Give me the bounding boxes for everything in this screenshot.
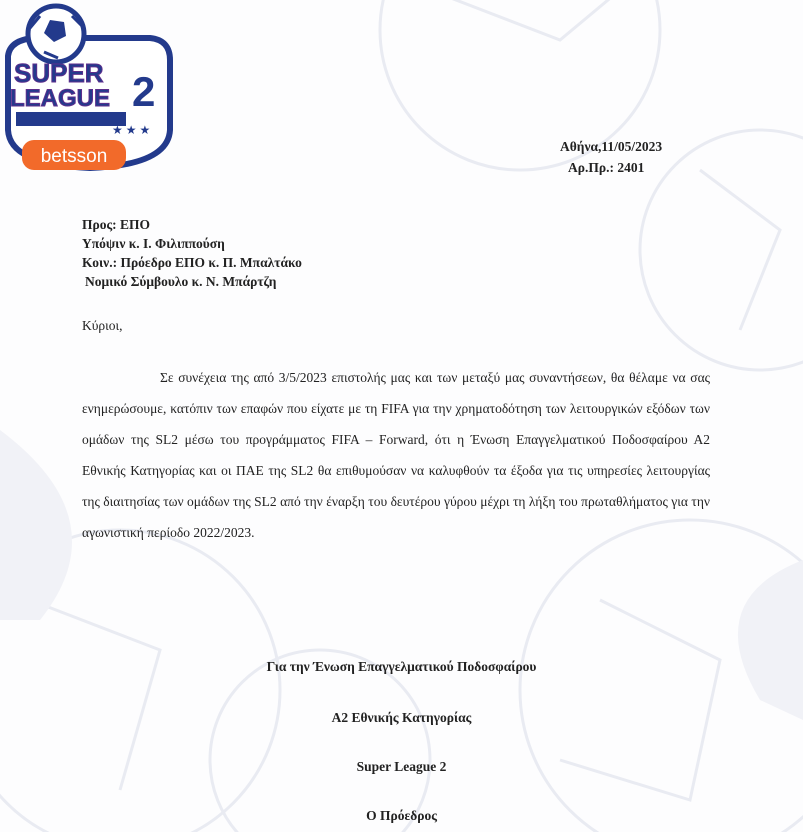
recipient-legal-advisor: Νομικό Σύμβουλο κ. Ν. Μπάρτζη <box>85 274 277 289</box>
super-league-2-logo <box>0 0 180 178</box>
logo-super-text: SUPER <box>14 58 104 88</box>
salutation: Κύριοι, <box>82 318 123 333</box>
recipients-block <box>82 215 302 291</box>
letter-body-text: Σε συνέχεια της από 3/5/2023 επιστολής μας και των μεταξύ μας συναντήσεων, θα θέλαμε να σας ενημερώσουμε, κατόπιν των επαφών που είχατε με τη FIFA για την χρηματοδότηση των λειτουργικών εξόδων των ομάδων της SL2 μέσω του προγράμματος FIFA – Forward, ότι η Ένωση Επαγγελματικού Ποδοσφαίρου Α2 Εθνικής Κατηγορίας και οι ΠΑΕ της SL2 θα επιθυμούσαν να καλυφθούν τα έξοδα για τις υπηρεσίες λειτουργίας της διαιτησίας των ομάδων της SL2 από την έναρξη του δευτέρου γύρου μέχρι τη λήξη του πρωταθλήματος για την αγωνιστική περίοδο 2022/2023. <box>82 370 710 540</box>
date-protocol-block <box>560 136 662 178</box>
logo-number-text: 2 <box>132 68 156 115</box>
svg-text:★ ★ ★: ★ ★ ★ <box>112 123 151 137</box>
signature-line-1: Για την Ένωση Επαγγελματικού Ποδοσφαίρου <box>266 659 537 674</box>
logo-sponsor-text: betsson <box>40 146 108 167</box>
signature-title: Ο Πρόεδρος <box>366 808 437 823</box>
recipient-cc: Κοιν.: Πρόεδρο ΕΠΟ κ. Π. Μπαλτάκο <box>82 255 302 270</box>
signature-line-2: Α2 Εθνικής Κατηγορίας <box>331 710 472 725</box>
recipient-to: Προς: ΕΠΟ <box>82 217 151 232</box>
signature-line-3: Super League 2 <box>356 759 447 774</box>
logo-league-text: LEAGUE <box>10 85 111 112</box>
recipient-attention: Υπόψιν κ. Ι. Φιλιππούση <box>82 236 225 251</box>
letter-date: Αθήνα,11/05/2023 <box>560 139 663 154</box>
letter-body <box>82 362 710 548</box>
protocol-number: Αρ.Πρ.: 2401 <box>568 160 645 175</box>
